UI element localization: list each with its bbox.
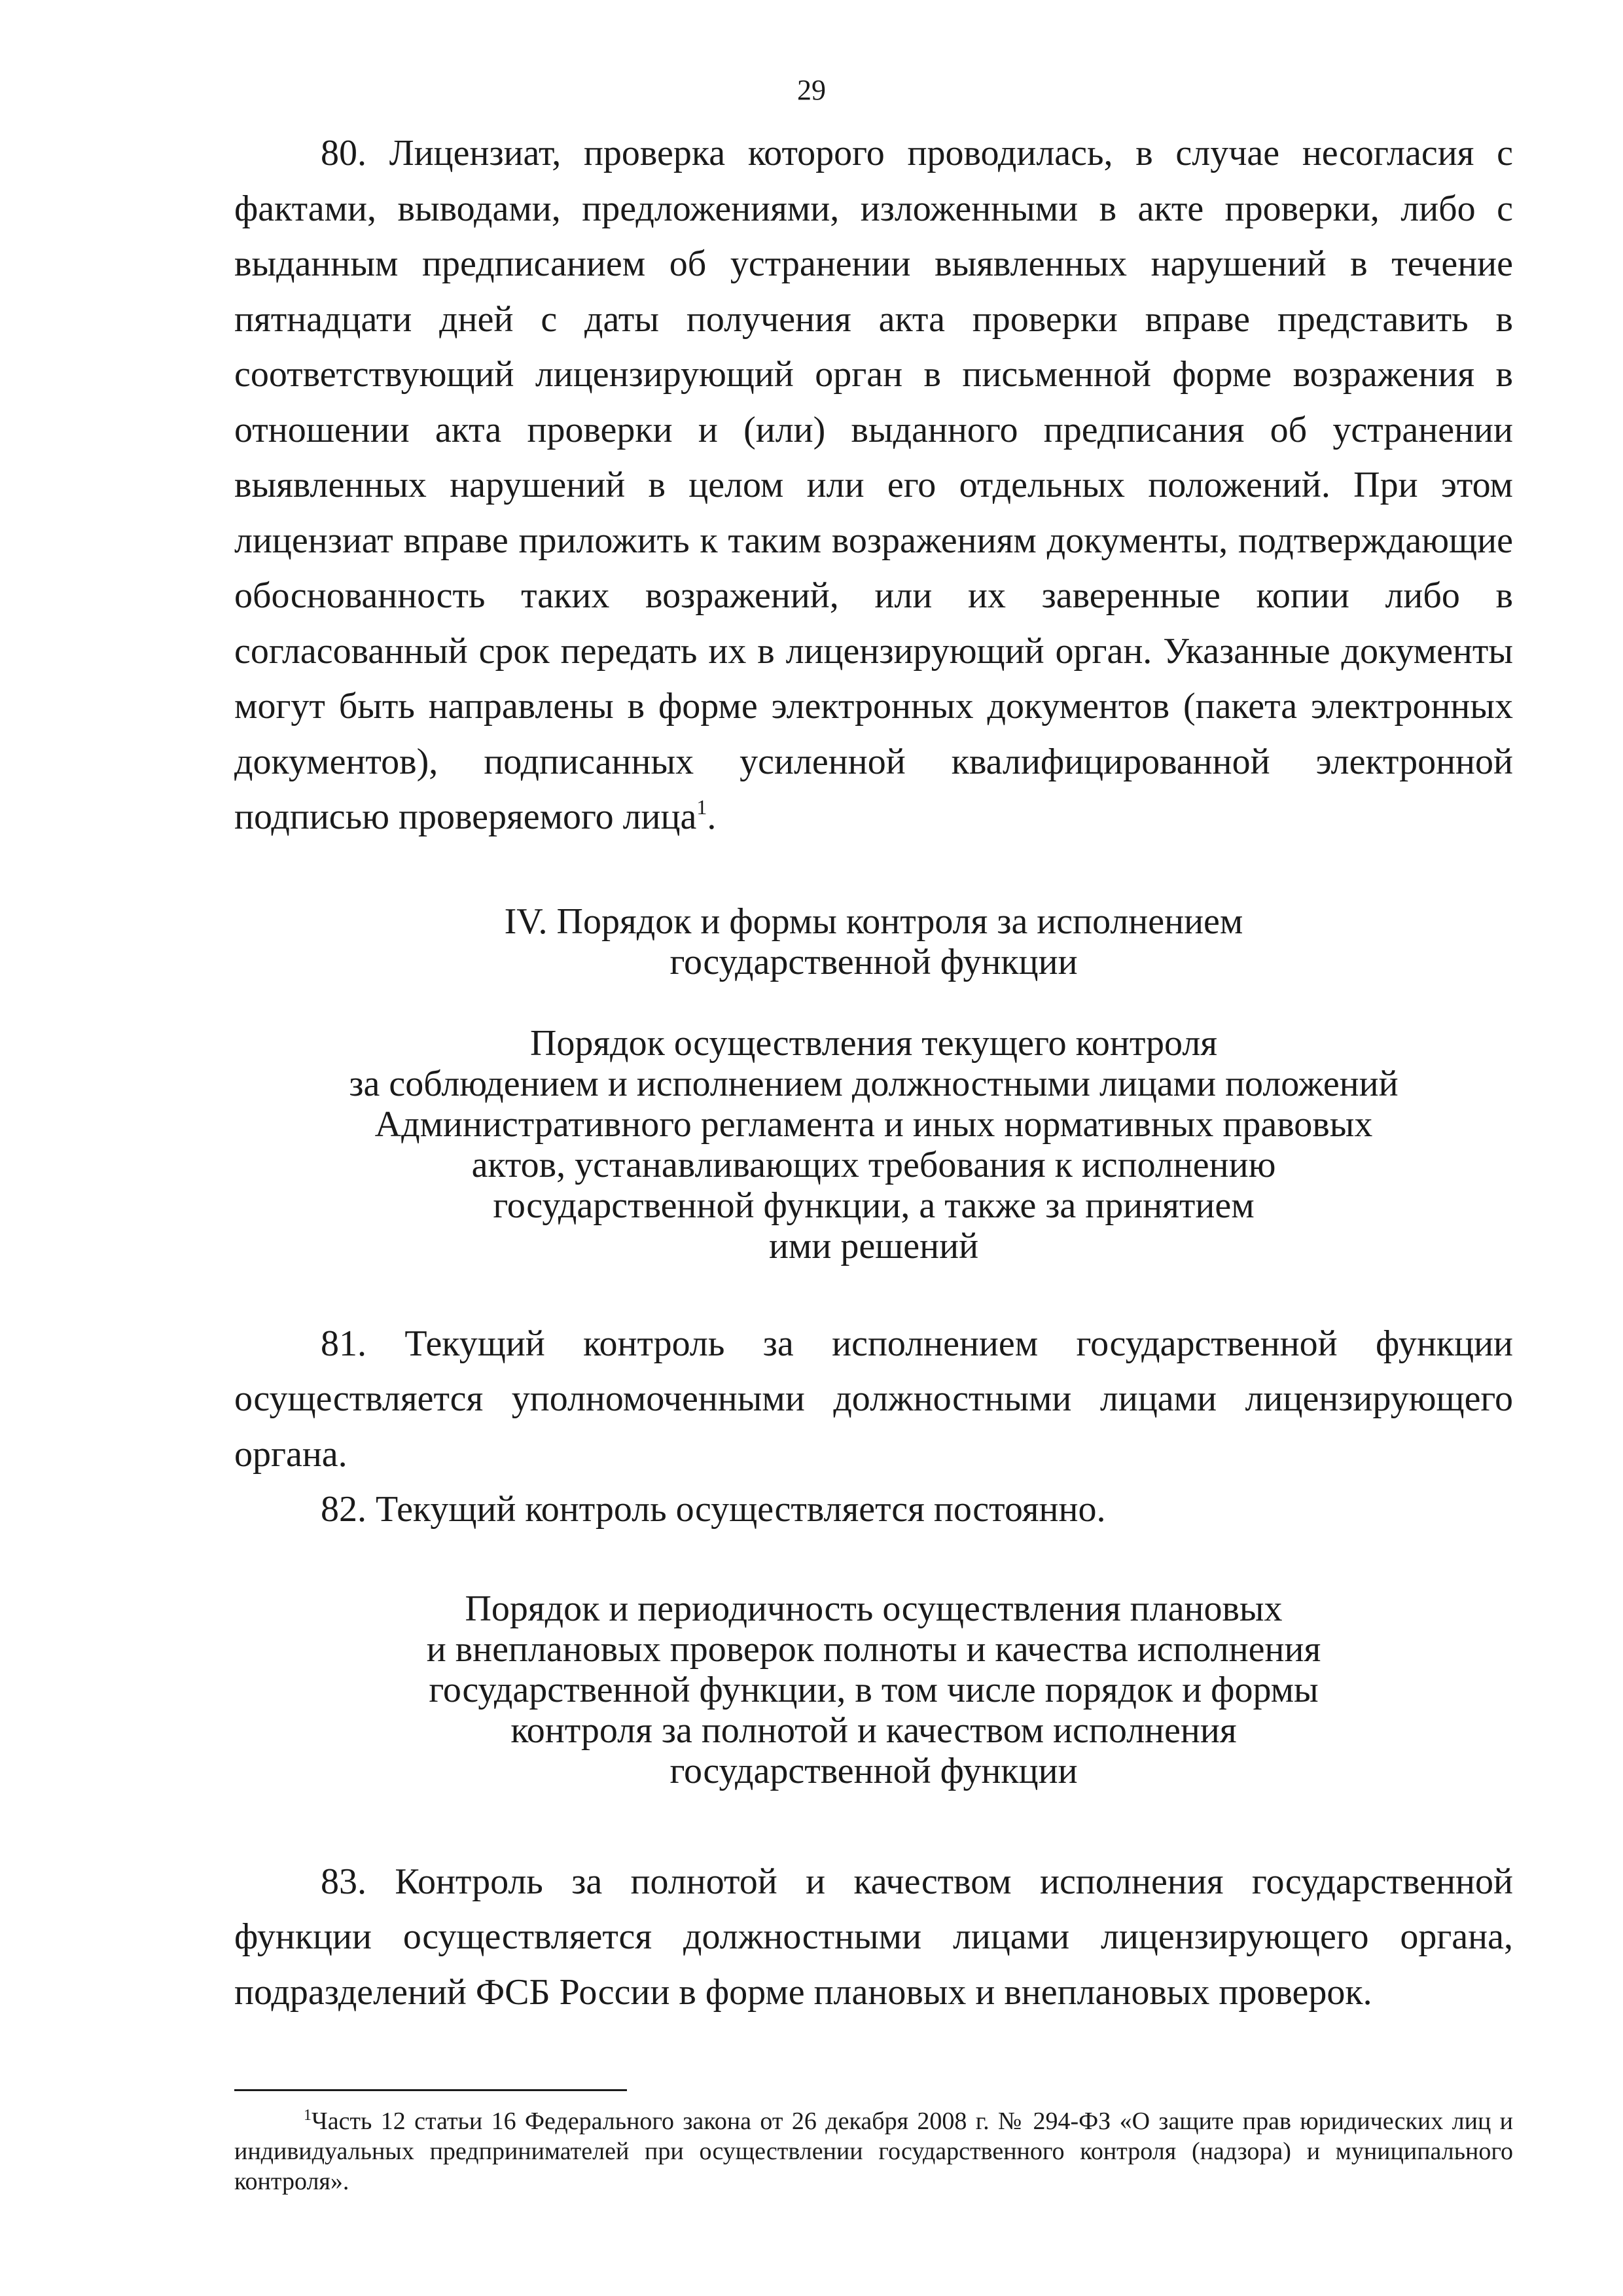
paragraph-82: 82. Текущий контроль осуществляется постоянно. — [321, 1489, 1106, 1530]
current-control-subheading-line-3: Административного регламента и иных нормативных правовых — [374, 1103, 1373, 1145]
paragraph-80-text: 80. Лицензиат, проверка которого проводилась, в случае несогласия с фактами, выводами, предложениями, изложенными в акте проверки, либо с выданным предписанием об устранении выявленных нарушений в течение пятнадцати дней с даты получения акта проверки вправе представить в соответствующий лицензирующий орган в письменной форме возражения в отношении акта проверки и (или) выданного предписания об устранении выявленных нарушений в целом или его отдельных положений. При этом лицензиат вправе приложить к таким возражениям документы, подтверждающие обоснованность таких возражений, или их заверенные копии либо в согласованный срок передать их в лицензирующий орган. Указанные документы могут быть направлены в форме электронных документов (пакета электронных документов), подписанных усиленной квалифицированной электронной подписью проверяемого лица — [234, 133, 1513, 837]
inspections-subheading-line-2: и внеплановых проверок полноты и качества исполнения — [426, 1628, 1321, 1670]
paragraph-80 — [234, 126, 1513, 845]
current-control-subheading-line-1: Порядок осуществления текущего контроля — [529, 1022, 1218, 1064]
footnote-separator — [234, 2089, 627, 2091]
paragraph-81: 81. Текущий контроль за исполнением государственной функции осуществляется уполномоченными должностными лицами лицензирующего органа. — [234, 1323, 1513, 1475]
footnote — [234, 2106, 1513, 2197]
page-number: 29 — [797, 74, 826, 106]
paragraph-80-end: . — [707, 797, 717, 837]
footnote-marker: 1 — [304, 2107, 312, 2124]
current-control-subheading-line-4: актов, устанавливающих требования к исполнению — [471, 1144, 1276, 1185]
current-control-subheading — [234, 1023, 1513, 1266]
current-control-subheading-line-6: ими решений — [768, 1225, 979, 1266]
section-iv-heading-line-1: IV. Порядок и формы контроля за исполнением — [504, 901, 1243, 942]
inspections-subheading-line-1: Порядок и периодичность осуществления плановых — [465, 1588, 1283, 1629]
footnote-text: Часть 12 статьи 16 Федерального закона от 26 декабря 2008 г. № 294-ФЗ «О защите прав юридических лиц и индивидуальных предпринимателей при осуществлении государственного контроля (надзора) и муниципального контроля». — [234, 2108, 1513, 2195]
paragraph-83: 83. Контроль за полнотой и качеством исполнения государственной функции осуществляется должностными лицами лицензирующего органа, подразделений ФСБ России в форме плановых и внеплановых проверок. — [234, 1861, 1513, 2013]
inspections-subheading-line-4: контроля за полнотой и качеством исполнения — [510, 1710, 1237, 1751]
inspections-subheading-line-5: государственной функции — [669, 1750, 1078, 1791]
inspections-subheading-line-3: государственной функции, в том числе порядок и формы — [429, 1669, 1319, 1710]
section-iv-heading — [234, 901, 1513, 982]
current-control-subheading-line-5: государственной функции, а также за принятием — [493, 1185, 1255, 1226]
section-iv-heading-line-2: государственной функции — [669, 941, 1078, 982]
inspections-subheading — [234, 1588, 1513, 1791]
footnote-reference: 1 — [696, 795, 707, 819]
current-control-subheading-line-2: за соблюдением и исполнением должностными лицами положений — [349, 1063, 1399, 1104]
document-body — [234, 126, 1513, 2020]
